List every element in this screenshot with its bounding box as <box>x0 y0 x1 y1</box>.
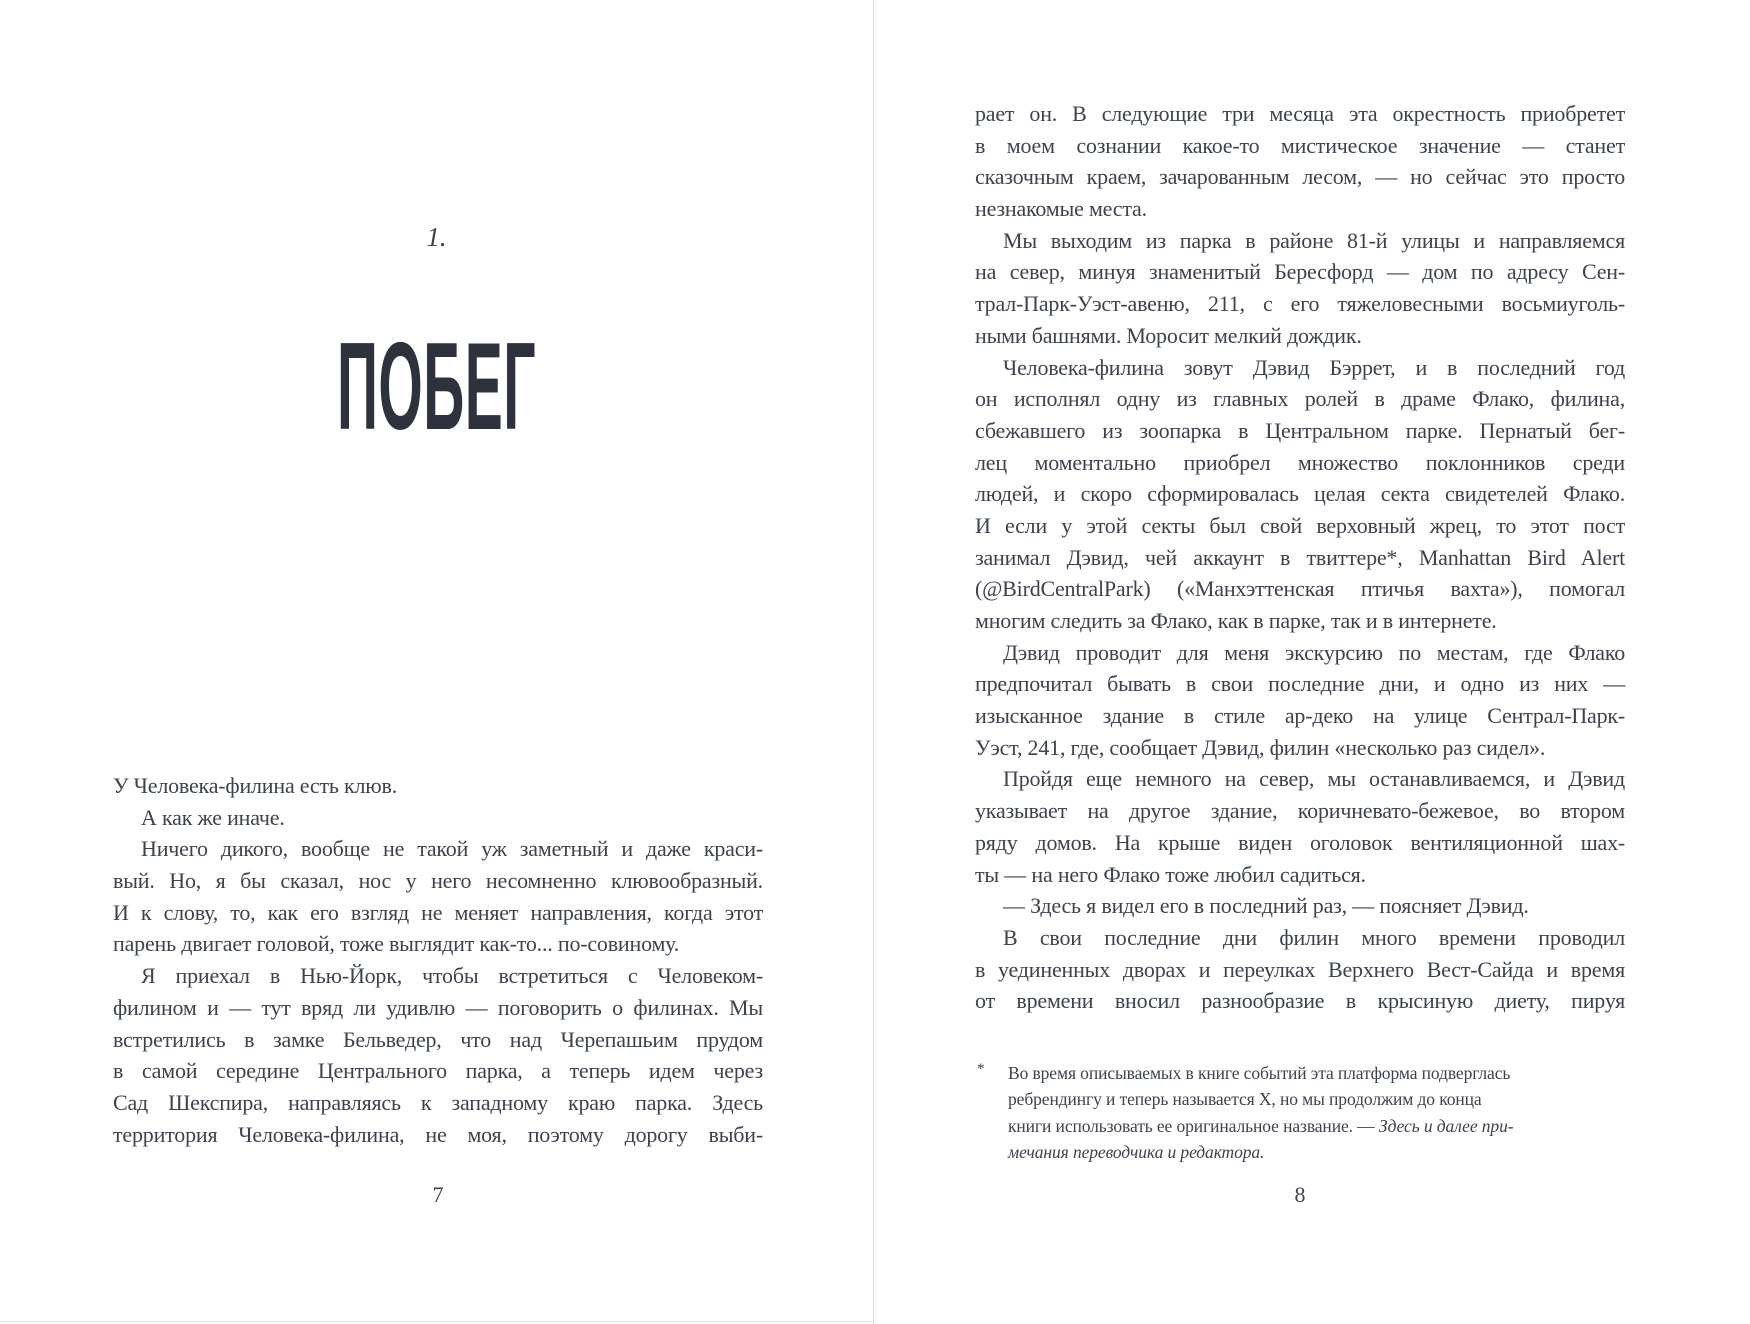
text-line: И к слову, то, как его взгляд не меняет направления, когда этот <box>113 899 763 925</box>
text-line: от времени вносил разнообразие в крысиную диету, пируя <box>975 988 1625 1014</box>
text-line: И если у этой секты был свой верховный жрец, то этот пост <box>975 512 1625 538</box>
page-right <box>874 0 1750 1324</box>
footnote-line: мечания переводчика и редактора. <box>1008 1141 1265 1162</box>
text-line: Пройдя еще немного на север, мы останавливаемся, и Дэвид <box>1003 766 1625 792</box>
text-line: сказочным краем, зачарованным лесом, — но сейчас это просто <box>975 164 1625 190</box>
page-bottom-edge <box>0 1321 873 1322</box>
text-line: лец моментально приобрел множество поклонников среди <box>975 449 1625 475</box>
text-line: многим следить за Флако, как в парке, так и в интернете. <box>975 608 1497 633</box>
text-line: в уединенных дворах и переулках Верхнего Вест-Сайда и время <box>975 956 1625 982</box>
footnote-line: ребрендингу и теперь называется X, но мы продолжим до конца <box>1008 1089 1482 1110</box>
text-line: сбежавшего из зоопарка в Центральном парке. Пернатый бег- <box>975 417 1625 443</box>
text-line: филином и — тут вряд ли удивлю — поговорить о филинах. Мы <box>113 994 763 1020</box>
text-line: в моем сознании какое-то мистическое значение — станет <box>975 132 1625 158</box>
text-line: на север, минуя знаменитый Бересфорд — дом по адресу Сен- <box>975 259 1625 285</box>
footnote-line: Во время описываемых в книге событий эта платформа подверглась <box>1008 1063 1511 1083</box>
text-line: указывает на другое здание, коричневато-бежевое, во втором <box>975 798 1625 824</box>
text-line: территория Человека-филина, не моя, поэтому дорогу выби- <box>113 1121 763 1147</box>
right-page-body <box>975 98 1625 1017</box>
text-line: А как же иначе. <box>141 804 285 830</box>
text-line: В свои последние дни филин много времени проводил <box>1003 924 1625 950</box>
text-line: занимал Дэвид, чей аккаунт в твиттере*, Manhattan Bird Alert <box>975 544 1625 570</box>
text-line: Дэвид проводит для меня экскурсию по местам, где Флако <box>1003 639 1625 665</box>
text-line: — Здесь я видел его в последний раз, — поясняет Дэвид. <box>1003 893 1529 919</box>
text-line: ряду домов. На крыше виден оголовок вентиляционной шах- <box>975 829 1625 855</box>
footnote-marker: * <box>977 1061 985 1077</box>
text-line: ты — на него Флако тоже любил садиться. <box>975 861 1366 887</box>
text-line: парень двигает головой, тоже выглядит как-то... по-совиному. <box>113 931 680 957</box>
text-line: людей, и скоро сформировалась целая секта свидетелей Флако. <box>975 481 1625 507</box>
footnote-text <box>1008 1060 1625 1165</box>
text-line: встретились в замке Бельведер, что над Черепашьим прудом <box>113 1026 763 1052</box>
footnote <box>975 1060 1625 1165</box>
left-page-body <box>113 770 763 1150</box>
text-line: незнакомые места. <box>975 196 1147 222</box>
page-number-right: 8 <box>1294 1182 1306 1207</box>
text-line: рает он. В следующие три месяца эта окрестность приобретет <box>975 101 1625 126</box>
text-line: ными башнями. Моросит мелкий дождик. <box>975 322 1362 348</box>
text-line: Человека-филина зовут Дэвид Бэррет, и в последний год <box>1003 354 1625 380</box>
text-line: предпочитал бывать в свои последние дни, и одно из них — <box>975 671 1625 697</box>
text-line: изысканное здание в стиле ар-деко на улице Сентрал-Парк- <box>975 703 1625 729</box>
text-line: вый. Но, я бы сказал, нос у него несомненно клювообразный. <box>113 868 763 894</box>
chapter-number: 1. <box>426 222 447 252</box>
text-line: Ничего дикого, вообще не такой уж заметный и даже краси- <box>141 836 763 862</box>
text-line: он исполнял одну из главных ролей в драме Флако, филина, <box>975 386 1625 412</box>
text-line: трал-Парк-Уэст-авеню, 211, с его тяжеловесными восьмиуголь- <box>975 291 1625 317</box>
text-line: У Человека-филина есть клюв. <box>113 773 398 798</box>
text-line: в самой середине Центрального парка, а теперь идем через <box>113 1058 763 1084</box>
page-number-left: 7 <box>432 1182 444 1207</box>
text-line: Сад Шекспира, направляясь к западному краю парка. Здесь <box>113 1089 763 1115</box>
page-left <box>0 0 873 1324</box>
text-line: Мы выходим из парка в районе 81-й улицы и направляемся <box>1003 227 1625 253</box>
text-line: Я приехал в Нью-Йорк, чтобы встретиться с Человеком- <box>141 963 763 989</box>
text-line: Уэст, 241, где, сообщает Дэвид, филин «несколько раз сидел». <box>975 734 1546 760</box>
text-line: (@BirdCentralPark) («Манхэттенская птичья вахта»), помогал <box>975 576 1625 602</box>
footnote-line: книги использовать ее оригинальное название. — Здесь и далее при- <box>1008 1115 1514 1136</box>
chapter-title: ПОБЕГ <box>336 318 537 456</box>
